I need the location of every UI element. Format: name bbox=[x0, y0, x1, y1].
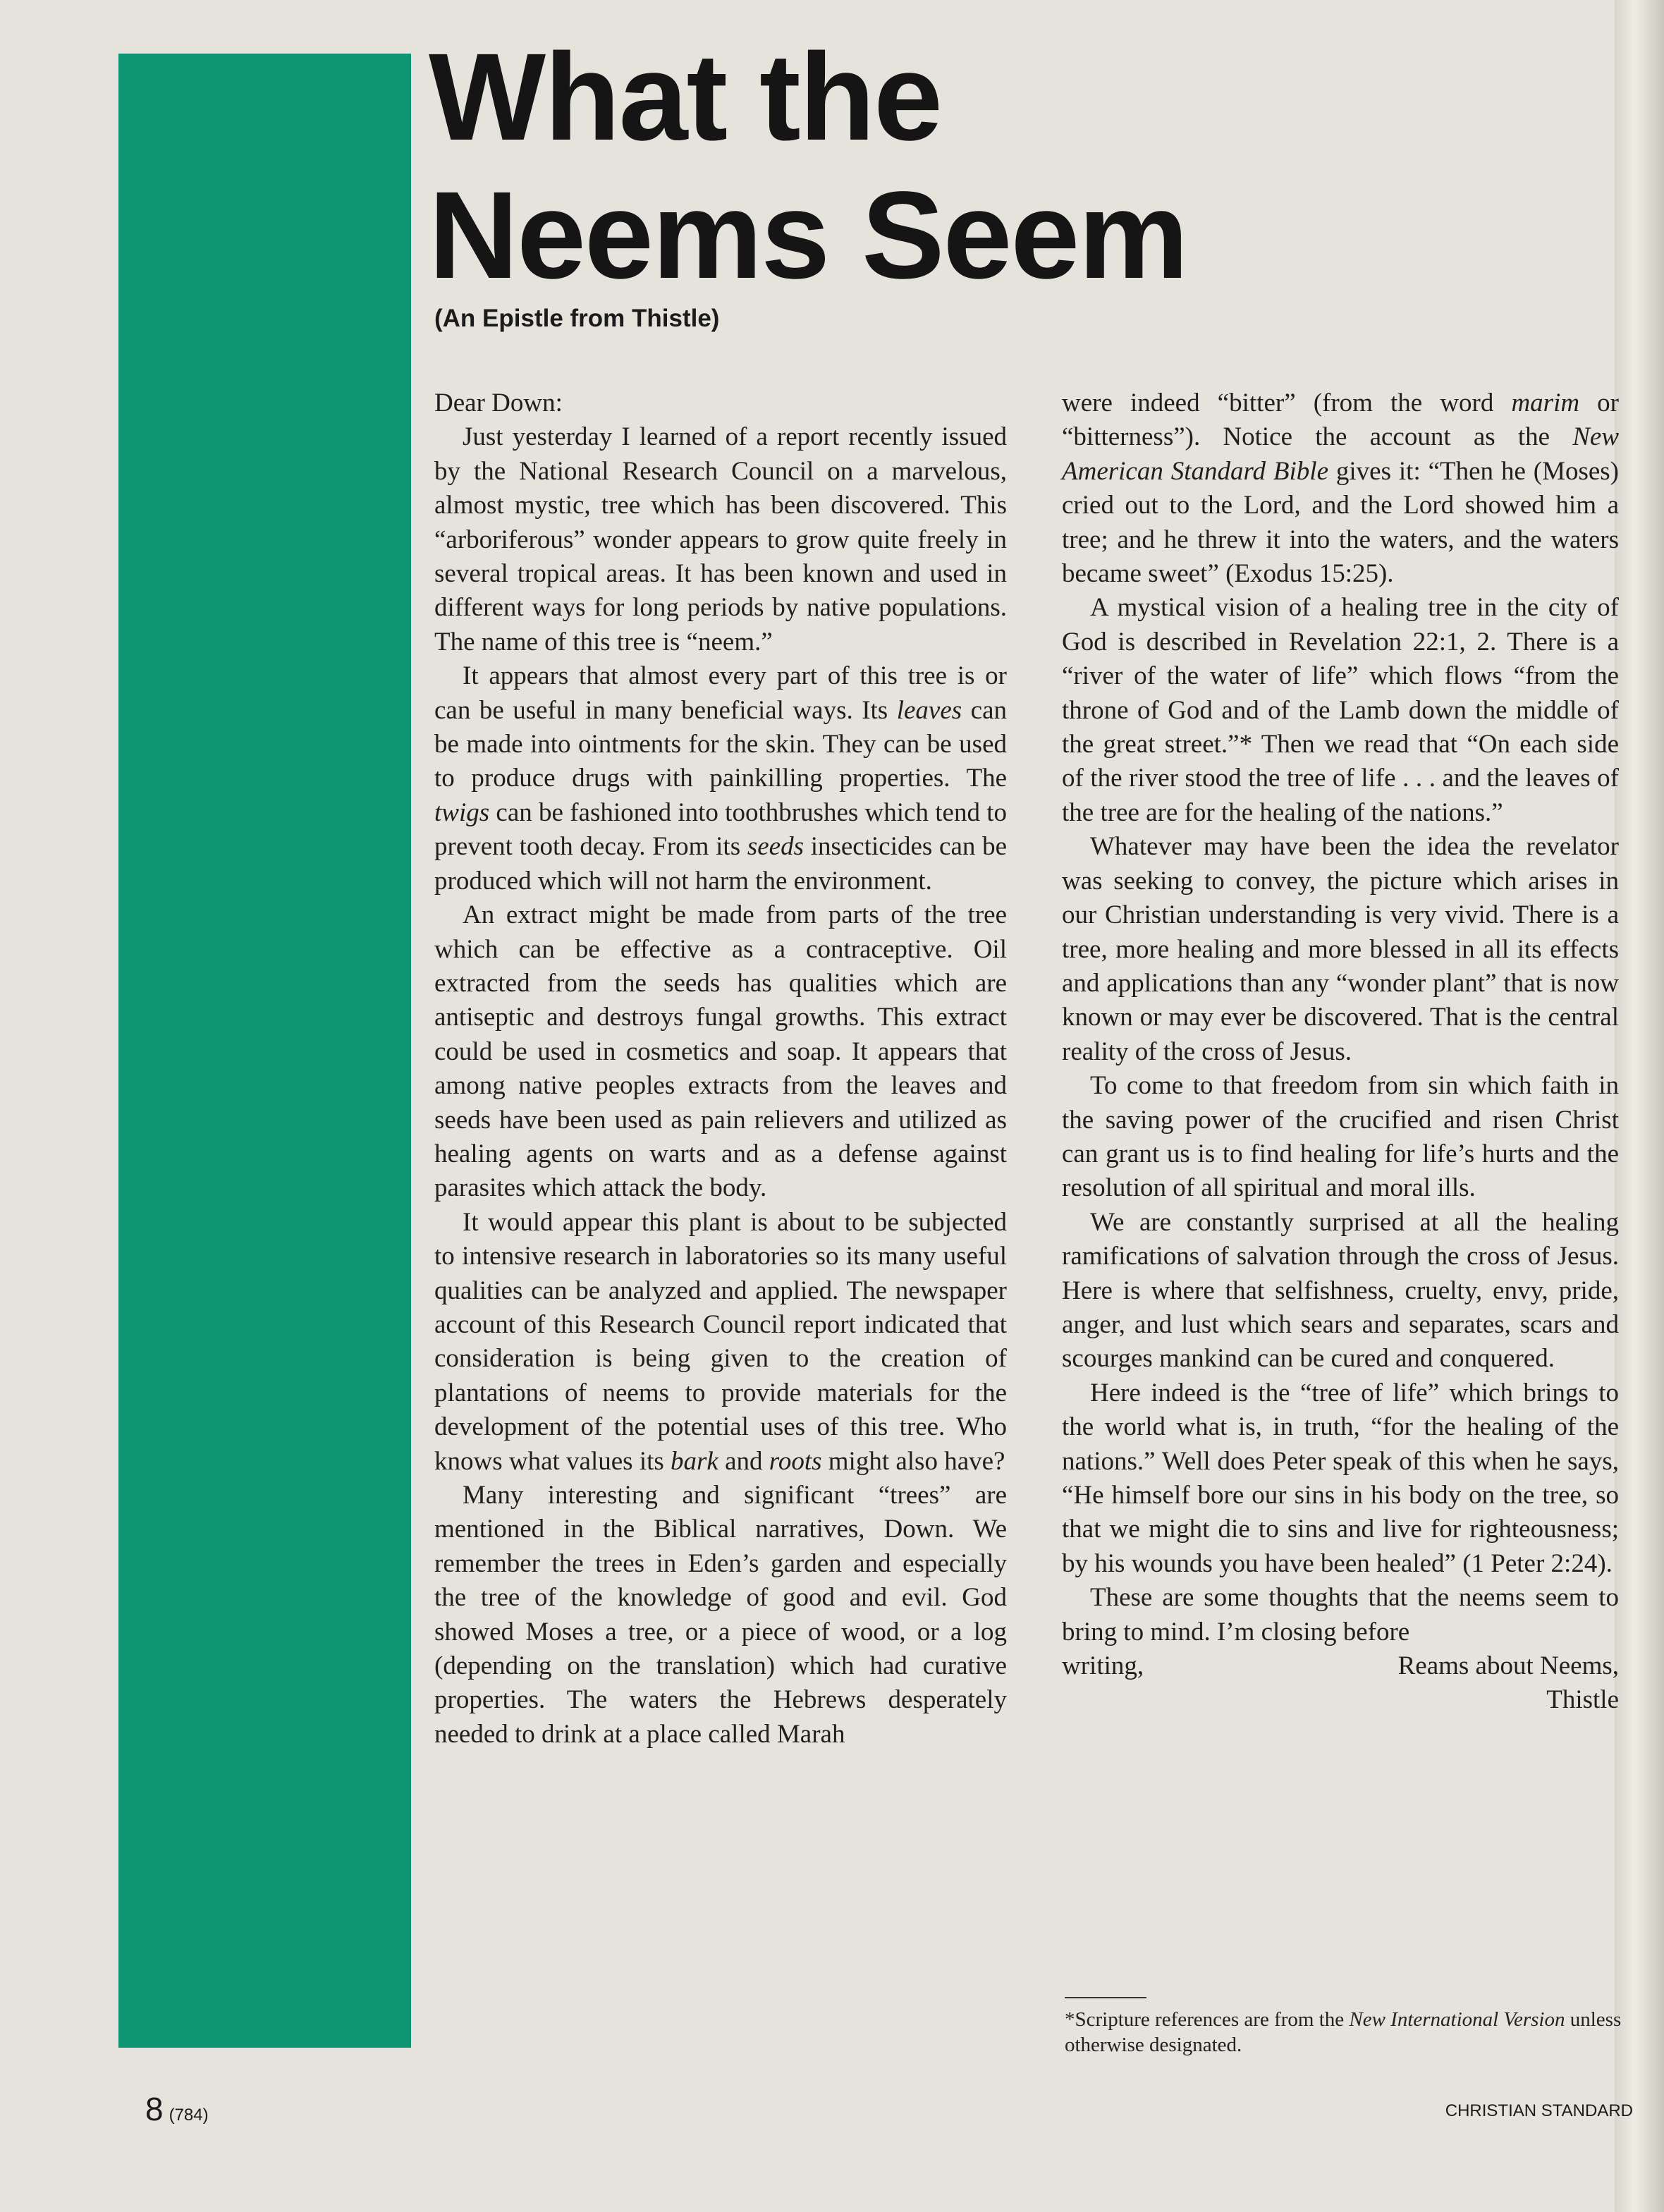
text-run: or “bitterness”). Notice the account as the bbox=[1062, 389, 1619, 452]
emphasis-niv: New International Version bbox=[1349, 2008, 1565, 2031]
text-run: might also have? bbox=[821, 1446, 1005, 1476]
paragraph-8: Whatever may have been the idea the revelator was seeking to convey, the picture which arises in our Christian understanding is very vivid. There is a tree, more healing and more blessed in all its effects and applications than any “wonder plant” that is now known or may ever be discovered. That is the central reality of the cross of Jesus. bbox=[1062, 832, 1619, 1066]
text-run: can be fashioned into toothbrushes which tend to prevent tooth decay. From its bbox=[434, 798, 1007, 862]
closing-phrase: Reams about Neems, bbox=[1397, 1651, 1619, 1681]
emphasis-twigs: twigs bbox=[434, 798, 490, 827]
issue-page-number: (784) bbox=[169, 2106, 209, 2125]
text-run: It would appear this plant is about to be subjected to intensive research in laboratories so its many useful qualities can be analyzed and applied. The newspaper account of this Research Council report indicated that consideration is being given to the creation of plantations of neems to provide materials for the development of the potential uses of this tree. Who knows what values its bbox=[434, 1207, 1007, 1476]
footnote-rule bbox=[1065, 1997, 1146, 1998]
article-title bbox=[429, 28, 1345, 305]
closing-word: writing, bbox=[1062, 1651, 1144, 1681]
emphasis-marim: marim bbox=[1511, 389, 1580, 417]
closing-line bbox=[1062, 1649, 1619, 1683]
signature: Thistle bbox=[1546, 1685, 1619, 1715]
emphasis-roots: roots bbox=[769, 1446, 822, 1476]
footnote bbox=[1065, 2007, 1622, 2058]
paragraph-7: A mystical vision of a healing tree in the city of God is described in Revelation 22:1, 2. There is a “river of the water of life” which flows “from the throne of God and of the Lamb down the middle of the great street.”* Then we read that “On each side of the river stood the tree of life . . . and the leaves of the tree are for the healing of the nations.” bbox=[1062, 593, 1619, 827]
paragraph-11: Here indeed is the “tree of life” which brings to the world what is, in truth, “for the healing of the nations.” Well does Peter speak of this when he says, “He himself bore our sins in his body on the tree, so that we might die to sins and live for righteousness; by his wounds you have been healed” (1 Peter 2:24). bbox=[1062, 1378, 1619, 1578]
green-accent-bar bbox=[118, 54, 411, 2048]
emphasis-leaves: leaves bbox=[896, 695, 962, 725]
text-run: gives it: “Then he (Moses) cried out to the Lord, and the Lord showed him a tree; and he threw it into the waters, and the waters became sweet” (Exodus 15:25). bbox=[1062, 456, 1620, 589]
magazine-name: CHRISTIAN STANDARD bbox=[1445, 2101, 1633, 2120]
paragraph-5: Many interesting and significant “trees” are mentioned in the Biblical narratives, Down. We remember the trees in Eden’s garden and especially the tree of the knowledge of good and evil. God showed Moses a tree, or a piece of wood, or a log (depending on the translation) which had curative properties. The waters the Hebrews desperately needed to drink at a place called Marah bbox=[434, 1481, 1007, 1749]
salutation: Dear Down: bbox=[434, 389, 563, 417]
text-run: It appears that almost every part of this tree is or can be useful in many beneficial ways. Its bbox=[434, 661, 1007, 725]
paragraph-4 bbox=[434, 1206, 1007, 1479]
page-number: 8 bbox=[145, 2091, 164, 2127]
paragraph-9: To come to that freedom from sin which faith in the saving power of the crucified and risen Christ can grant us is to find healing for life’s hurts and the resolution of all spiritual and moral ills. bbox=[1062, 1071, 1619, 1203]
paragraph-12: These are some thoughts that the neems seem to bring to mind. I’m closing before bbox=[1062, 1583, 1619, 1646]
emphasis-bible-version: New American Standard Bible bbox=[1062, 422, 1619, 486]
paragraph-1: Just yesterday I learned of a report recently issued by the National Research Council on a marvelous, almost mystic, tree which has been discovered. This “arboriferous” wonder appears to grow quite freely in several tropical areas. It has been known and used in different ways for long periods by native populations. The name of this tree is “neem.” bbox=[434, 422, 1007, 656]
text-run: unless otherwise designated. bbox=[1065, 2008, 1622, 2056]
page-edge bbox=[1615, 0, 1664, 2212]
text-run: and bbox=[718, 1446, 769, 1476]
left-column bbox=[434, 386, 1007, 1752]
text-run: can be made into ointments for the skin. They can be used to produce drugs with painkilling properties. The bbox=[434, 695, 1007, 793]
paragraph-10: We are constantly surprised at all the healing ramifications of salvation through the cross of Jesus. Here is where that selfishness, cruelty, envy, pride, anger, and lust which sears and separates, scars and scourges mankind can be cured and conquered. bbox=[1062, 1207, 1619, 1374]
title-line-2: Neems Seem bbox=[429, 166, 1187, 305]
title-line-1: What the bbox=[429, 28, 942, 166]
paragraph-2 bbox=[434, 659, 1007, 898]
paragraph-6 bbox=[1062, 386, 1619, 591]
page-folio bbox=[145, 2090, 209, 2128]
text-run: were indeed “bitter” (from the word bbox=[1062, 389, 1512, 417]
emphasis-bark: bark bbox=[671, 1446, 718, 1476]
text-run: *Scripture references are from the bbox=[1065, 2008, 1350, 2031]
paragraph-3: An extract might be made from parts of the tree which can be effective as a contraceptive. Oil extracted from the seeds has qualities which are antiseptic and destroys fungal growths. This extract could be used in cosmetics and soap. It appears that among native peoples extracts from the leaves and seeds have been used as pain relievers and utilized as healing agents on warts and as a defense against parasites which attack the body. bbox=[434, 900, 1007, 1203]
emphasis-seeds: seeds bbox=[747, 832, 804, 862]
right-column bbox=[1062, 386, 1619, 1718]
text-run: insecticides can be produced which will not harm the environment. bbox=[434, 832, 1007, 896]
article-subtitle: (An Epistle from Thistle) bbox=[434, 305, 720, 332]
